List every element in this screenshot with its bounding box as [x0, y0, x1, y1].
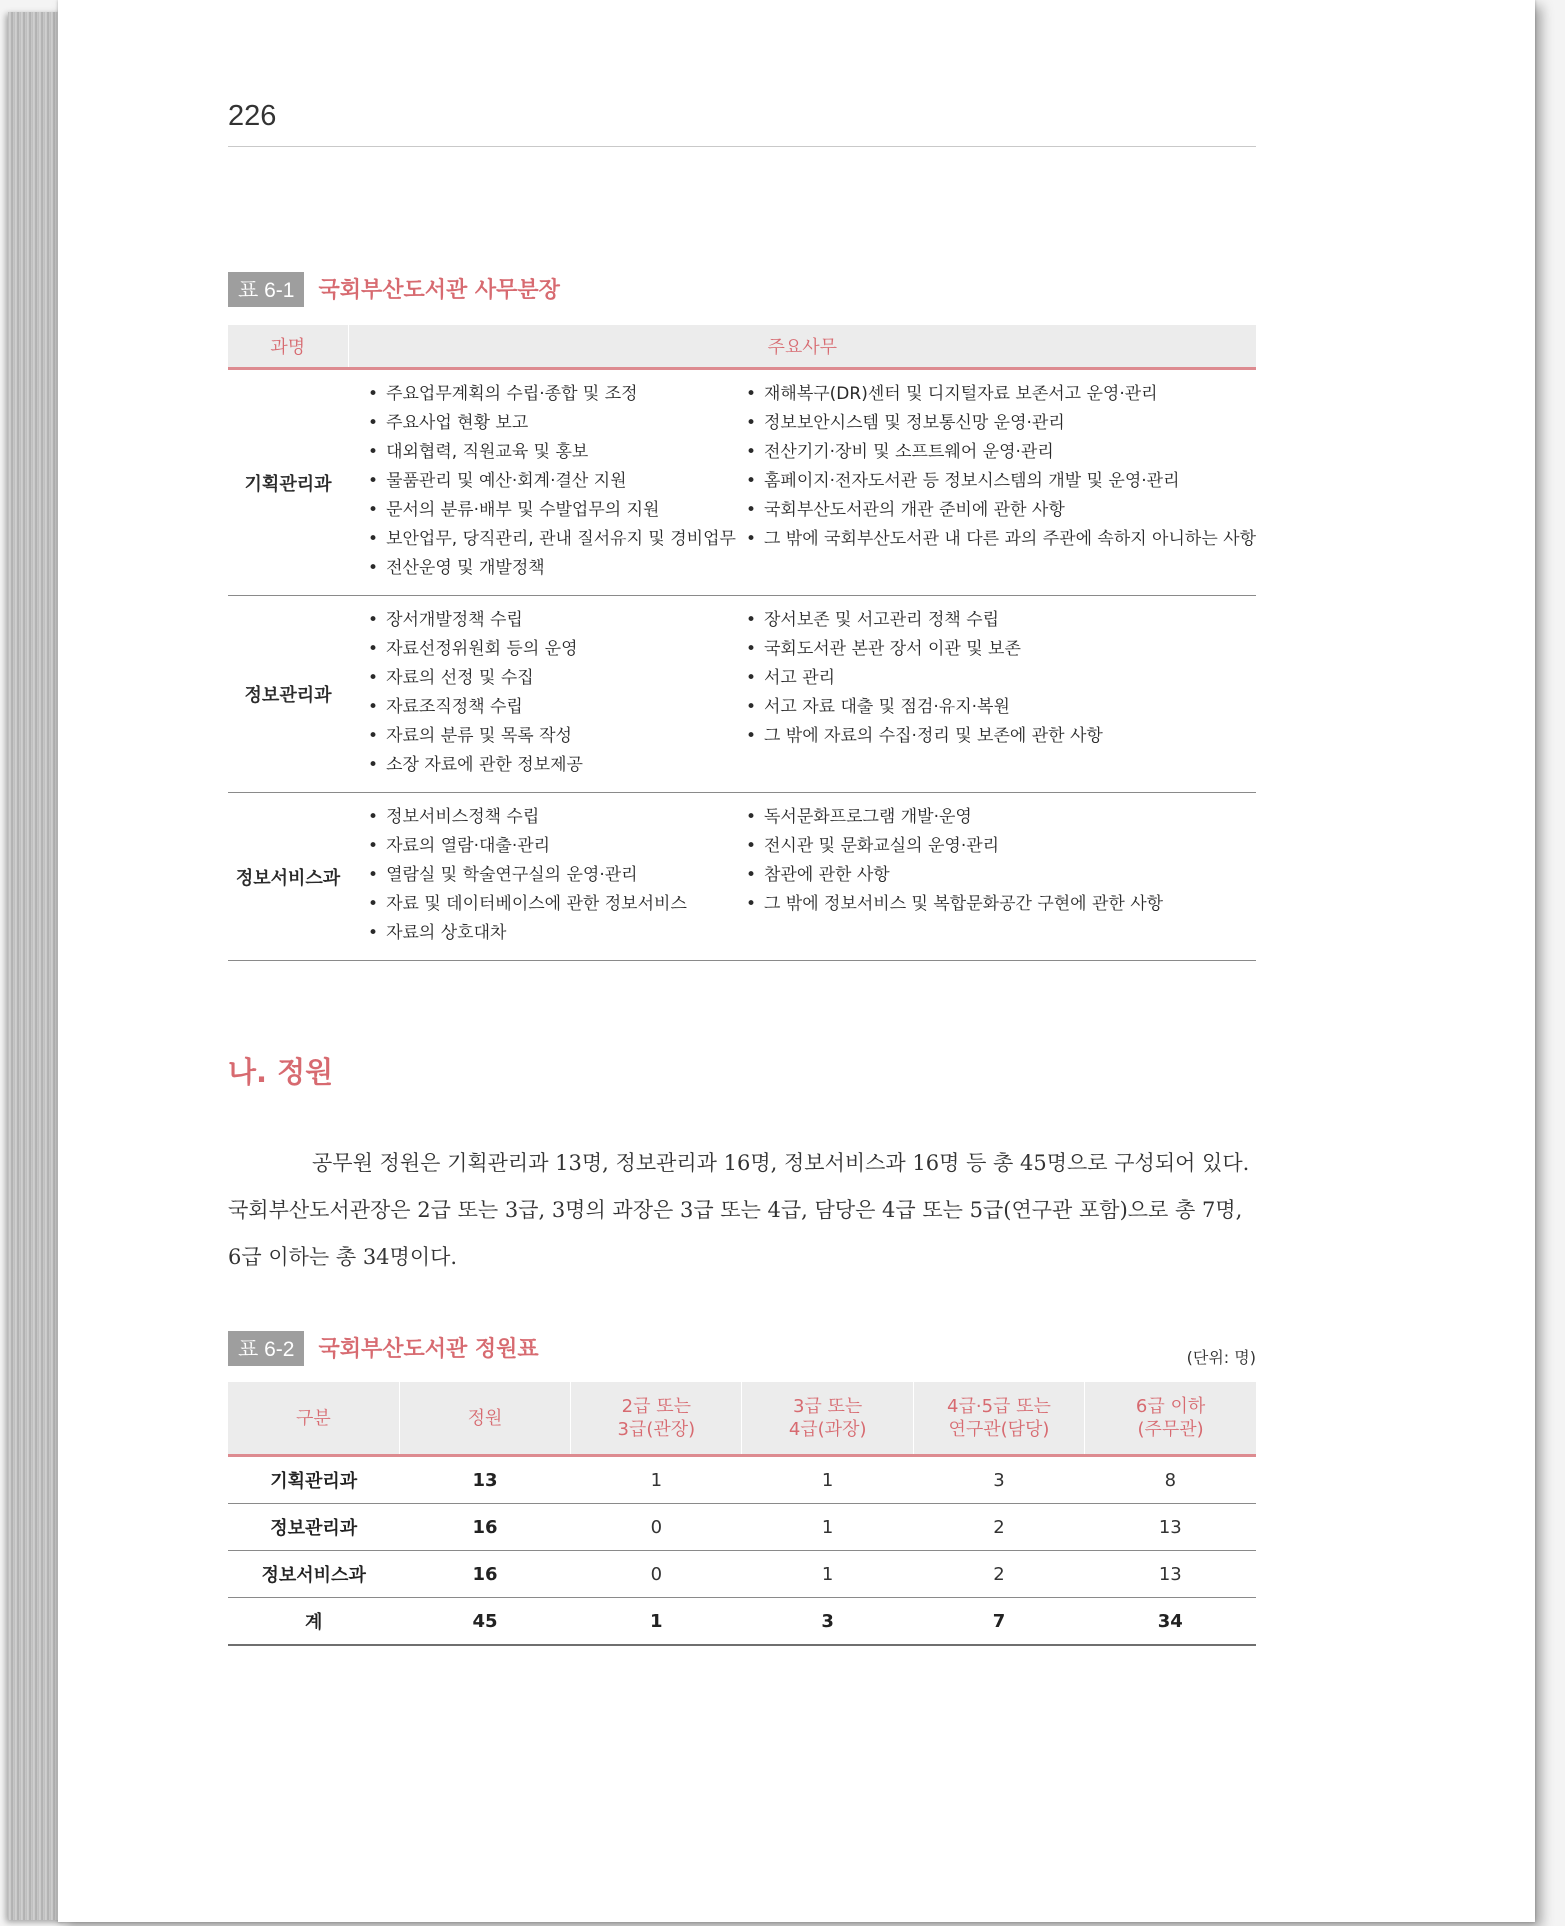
duty-item: • 자료 및 데이터베이스에 관한 정보서비스	[368, 890, 736, 919]
duty-item: • 주요사업 현황 보고	[368, 409, 736, 438]
table-cell: 13	[1085, 1504, 1256, 1551]
total-cell: 7	[913, 1598, 1084, 1646]
paragraph-line: 6급 이하는 총 34명이다.	[228, 1245, 458, 1269]
duties-row-information-service	[228, 793, 1256, 961]
duty-item: • 전산운영 및 개발정책	[368, 554, 736, 583]
duty-item: • 전산기기·장비 및 소프트웨어 운영·관리	[746, 438, 1256, 467]
duties-list-right	[736, 369, 1256, 596]
duty-item: • 물품관리 및 예산·회계·결산 지원	[368, 467, 736, 496]
duty-item: • 자료조직정책 수립	[368, 693, 736, 722]
table1-caption	[228, 272, 560, 307]
table-cell: 1	[571, 1456, 742, 1504]
table2-caption	[228, 1331, 539, 1366]
duties-row-information-management	[228, 596, 1256, 793]
duty-item: • 장서개발정책 수립	[368, 606, 736, 635]
dept-name: 기획관리과	[228, 369, 348, 596]
table1-caption-tag: 표 6-1	[228, 272, 304, 307]
table1-caption-title: 국회부산도서관 사무분장	[318, 278, 560, 303]
row-label: 정보관리과	[228, 1504, 399, 1551]
duty-item: • 문서의 분류·배부 및 수발업무의 지원	[368, 496, 736, 525]
staffing-header-grade6-below: 6급 이하 (주무관)	[1085, 1382, 1256, 1456]
duty-item: • 자료선정위원회 등의 운영	[368, 635, 736, 664]
staffing-header-row	[228, 1382, 1256, 1456]
staffing-header-quota: 정원	[399, 1382, 570, 1456]
duties-list-right	[736, 793, 1256, 961]
duty-item: • 자료의 선정 및 수집	[368, 664, 736, 693]
duty-item: • 자료의 열람·대출·관리	[368, 832, 736, 861]
staffing-header-grade4-5: 4급·5급 또는 연구관(담당)	[913, 1382, 1084, 1456]
table2-caption-tag: 표 6-2	[228, 1331, 304, 1366]
duty-item: • 참관에 관한 사항	[746, 861, 1256, 890]
row-label: 정보서비스과	[228, 1551, 399, 1598]
duties-header-tasks: 주요사무	[348, 325, 1256, 369]
duty-item: • 그 밖에 정보서비스 및 복합문화공간 구현에 관한 사항	[746, 890, 1256, 919]
duty-item: • 국회도서관 본관 장서 이관 및 보존	[746, 635, 1256, 664]
duty-item: • 그 밖에 국회부산도서관 내 다른 과의 주관에 속하지 아니하는 사항	[746, 525, 1256, 554]
duty-item: • 소장 자료에 관한 정보제공	[368, 751, 736, 780]
duty-item: • 열람실 및 학술연구실의 운영·관리	[368, 861, 736, 890]
table2-caption-title: 국회부산도서관 정원표	[318, 1337, 539, 1362]
table-cell: 13	[1085, 1551, 1256, 1598]
duty-item: • 홈페이지·전자도서관 등 정보시스템의 개발 및 운영·관리	[746, 467, 1256, 496]
table-cell: 1	[742, 1551, 913, 1598]
duties-list-left	[348, 369, 736, 596]
table-cell: 0	[571, 1504, 742, 1551]
table-cell: 2	[913, 1551, 1084, 1598]
duty-item: • 장서보존 및 서고관리 정책 수립	[746, 606, 1256, 635]
table-row	[228, 1551, 1256, 1598]
quota-cell: 16	[399, 1504, 570, 1551]
duty-item: • 자료의 분류 및 목록 작성	[368, 722, 736, 751]
total-cell: 45	[399, 1598, 570, 1646]
duties-list-right	[736, 596, 1256, 793]
duty-item: • 주요업무계획의 수립·종합 및 조정	[368, 380, 736, 409]
duty-item: • 전시관 및 문화교실의 운영·관리	[746, 832, 1256, 861]
total-cell: 3	[742, 1598, 913, 1646]
header-rule	[228, 146, 1256, 147]
duty-item: • 대외협력, 직원교육 및 홍보	[368, 438, 736, 467]
duties-table-header-row	[228, 325, 1256, 369]
table-cell: 3	[913, 1456, 1084, 1504]
quota-cell: 13	[399, 1456, 570, 1504]
duty-item: • 보안업무, 당직관리, 관내 질서유지 및 경비업무	[368, 525, 736, 554]
body-paragraph	[228, 1140, 1256, 1281]
table-cell: 2	[913, 1504, 1084, 1551]
duties-row-planning	[228, 369, 1256, 596]
duties-list-left	[348, 793, 736, 961]
unit-label: (단위: 명)	[1186, 1348, 1256, 1367]
row-label: 기획관리과	[228, 1456, 399, 1504]
total-cell: 34	[1085, 1598, 1256, 1646]
table-cell: 0	[571, 1551, 742, 1598]
duty-item: • 그 밖에 자료의 수집·정리 및 보존에 관한 사항	[746, 722, 1256, 751]
table-row	[228, 1456, 1256, 1504]
total-label: 계	[228, 1598, 399, 1646]
section-heading: 나. 정원	[228, 1055, 334, 1089]
duty-item: • 자료의 상호대차	[368, 919, 736, 948]
quota-cell: 16	[399, 1551, 570, 1598]
total-cell: 1	[571, 1598, 742, 1646]
staffing-table	[228, 1382, 1256, 1646]
dept-name: 정보서비스과	[228, 793, 348, 961]
table-cell: 8	[1085, 1456, 1256, 1504]
duty-item: • 독서문화프로그램 개발·운영	[746, 803, 1256, 832]
duty-item: • 정보보안시스템 및 정보통신망 운영·관리	[746, 409, 1256, 438]
duty-item: • 서고 자료 대출 및 점검·유지·복원	[746, 693, 1256, 722]
duties-header-dept: 과명	[228, 325, 348, 369]
table-cell: 1	[742, 1504, 913, 1551]
duty-item: • 재해복구(DR)센터 및 디지털자료 보존서고 운영·관리	[746, 380, 1256, 409]
duty-item: • 국회부산도서관의 개관 준비에 관한 사항	[746, 496, 1256, 525]
page-number: 226	[228, 100, 277, 132]
duties-list-left	[348, 596, 736, 793]
total-row	[228, 1598, 1256, 1646]
duties-table	[228, 325, 1256, 961]
dept-name: 정보관리과	[228, 596, 348, 793]
table-cell: 1	[742, 1456, 913, 1504]
duty-item: • 서고 관리	[746, 664, 1256, 693]
paragraph-line: 국회부산도서관장은 2급 또는 3급, 3명의 과장은 3급 또는 4급, 담당은 4급 또는 5급(연구관 포함)으로 총 7명,	[228, 1198, 1243, 1222]
staffing-header-grade3-4: 3급 또는 4급(과장)	[742, 1382, 913, 1456]
table-row	[228, 1504, 1256, 1551]
staffing-header-category: 구분	[228, 1382, 399, 1456]
staffing-header-grade2-3: 2급 또는 3급(관장)	[571, 1382, 742, 1456]
duty-item: • 정보서비스정책 수립	[368, 803, 736, 832]
paragraph-line: 공무원 정원은 기획관리과 13명, 정보관리과 16명, 정보서비스과 16명 등 총 45명으로 구성되어 있다.	[312, 1151, 1250, 1175]
